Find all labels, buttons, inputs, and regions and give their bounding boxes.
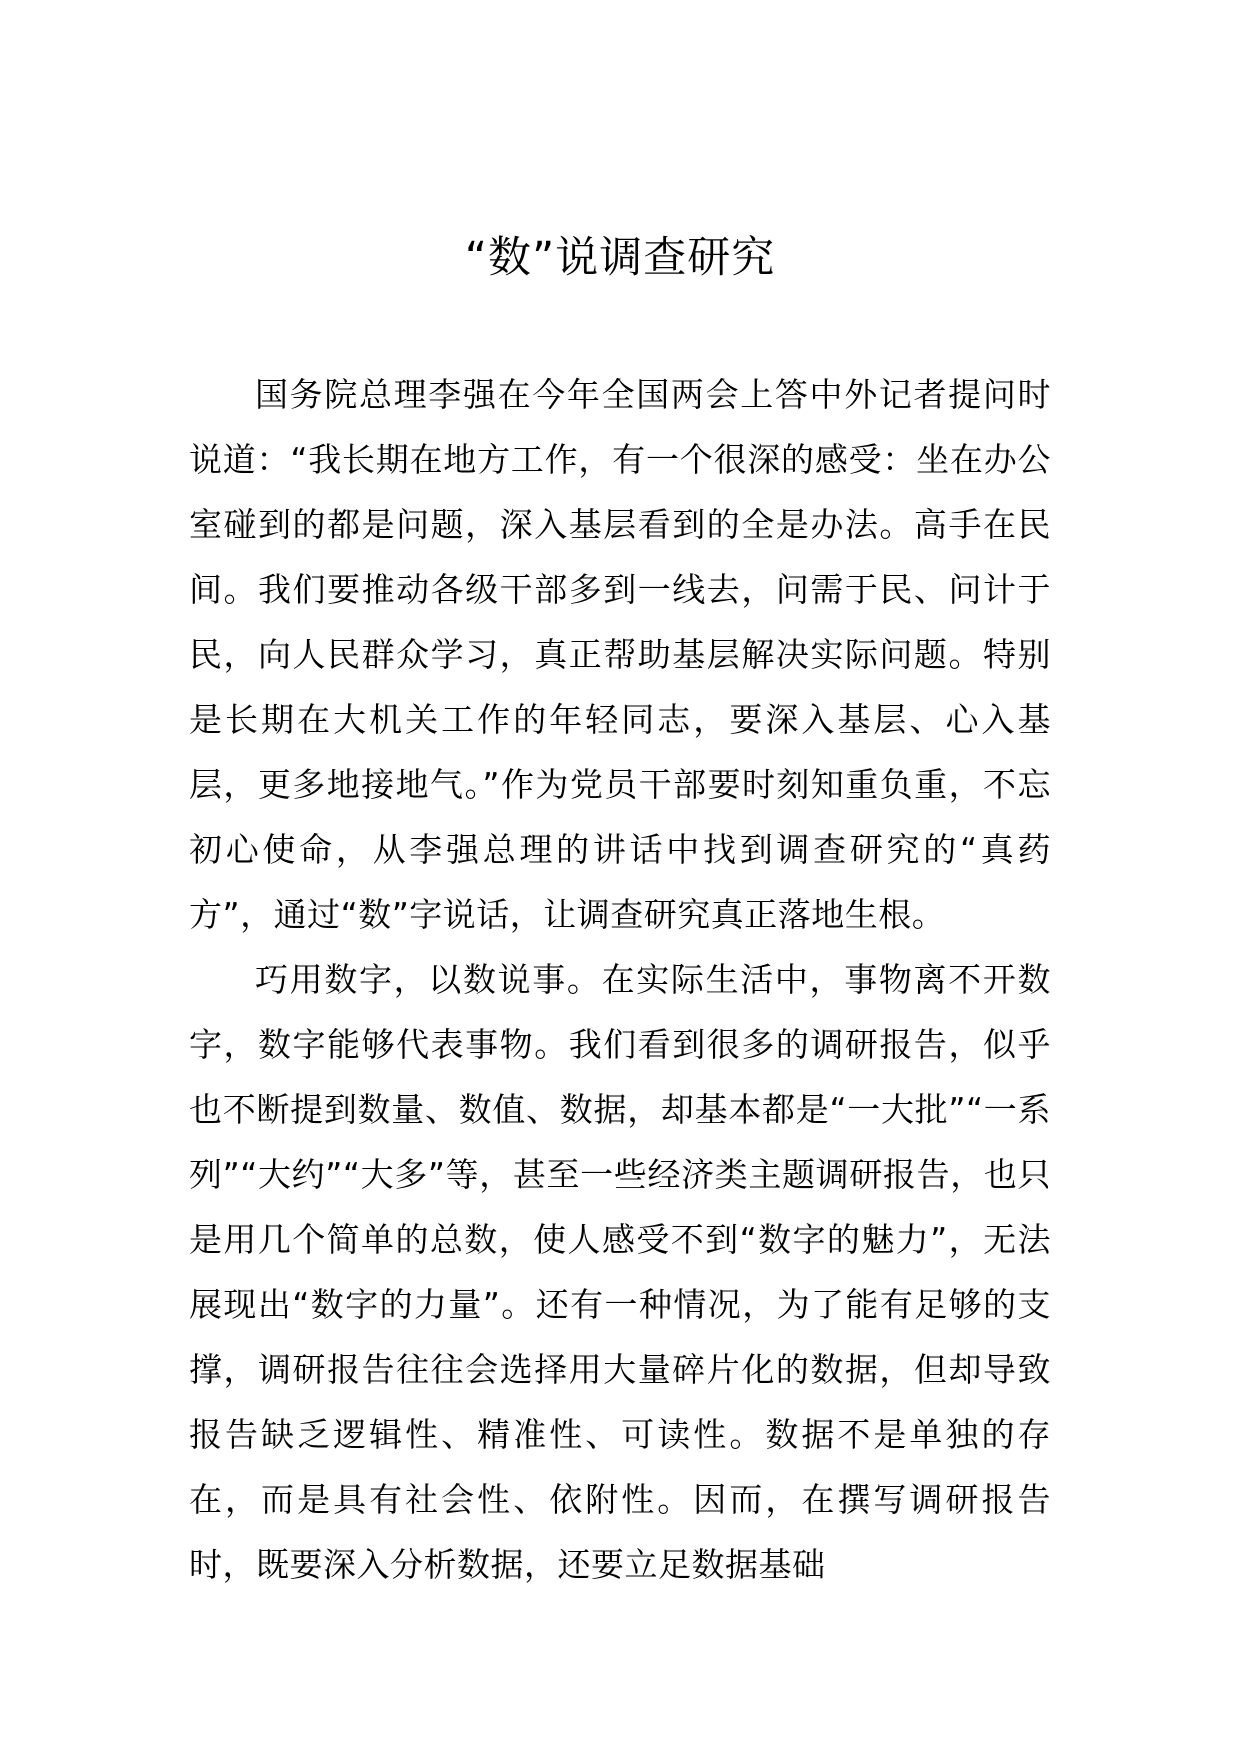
document-body (189, 362, 1051, 1597)
paragraph-2: 巧用数字，以数说事。在实际生活中，事物离不开数字，数字能够代表事物。我们看到很多的调研报告，似乎也不断提到数量、数值、数据，却基本都是“一大批”“一系列”“大约”“大多”等，甚至一些经济类主题调研报告，也只是用几个简单的总数，使人感受不到“数字的魅力”，无法展现出“数字的力量”。还有一种情况，为了能有足够的支撑，调研报告往往会选择用大量碎片化的数据，但却导致报告缺乏逻辑性、精准性、可读性。数据不是单独的存在，而是具有社会性、依附性。因而，在撰写调研报告时，既要深入分析数据，还要立足数据基础 (189, 960, 1051, 1584)
paragraph-1: 国务院总理李强在今年全国两会上答中外记者提问时说道：“我长期在地方工作，有一个很深的感受：坐在办公室碰到的都是问题，深入基层看到的全是办法。高手在民间。我们要推动各级干部多到一线去，问需于民、问计于民，向人民群众学习，真正帮助基层解决实际问题。特别是长期在大机关工作的年轻同志，要深入基层、心入基层，更多地接地气。”作为党员干部要时刻知重负重，不忘初心使命，从李强总理的讲话中找到调查研究的“真药方”，通过“数”字说话，让调查研究真正落地生根。 (189, 375, 1051, 934)
document-title: “数”说调查研究 (464, 233, 776, 283)
